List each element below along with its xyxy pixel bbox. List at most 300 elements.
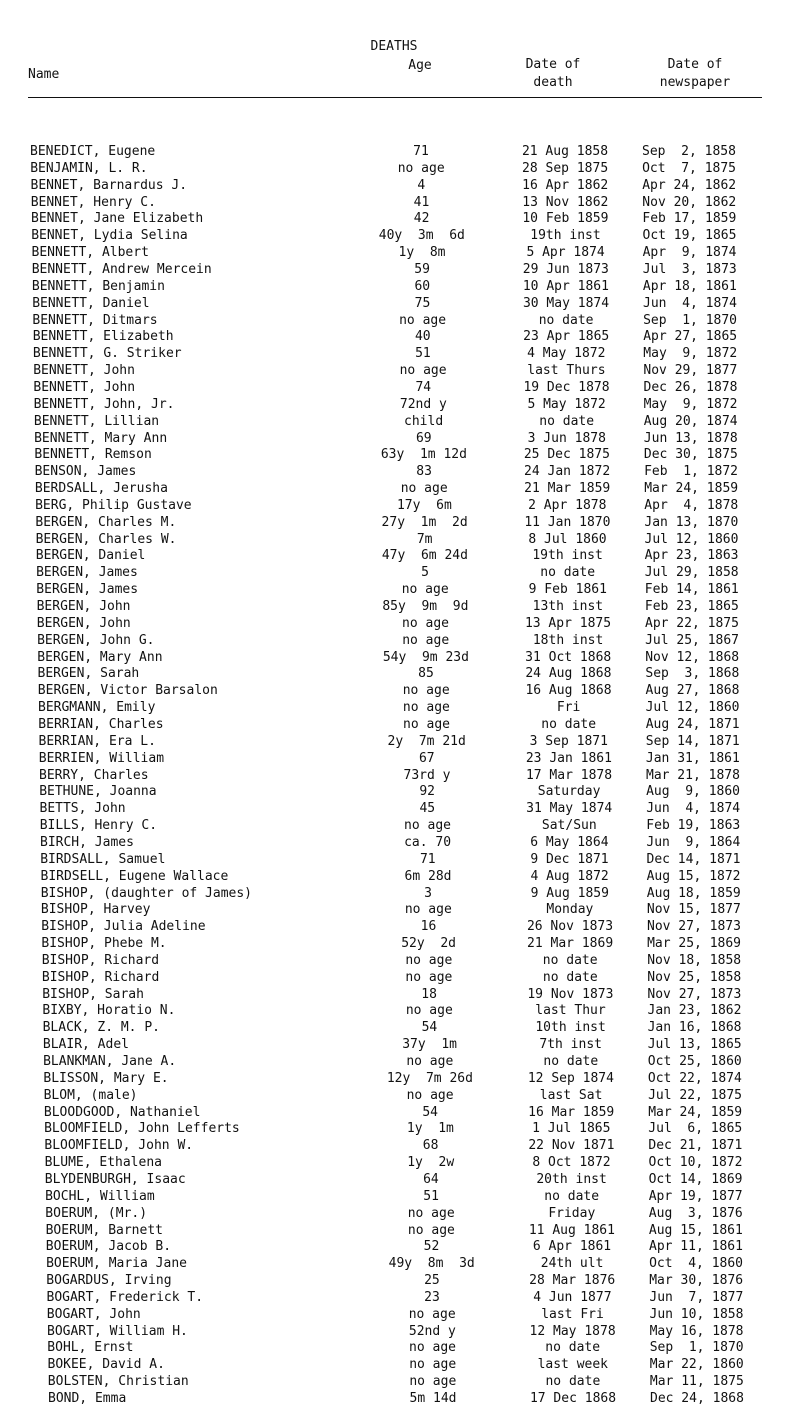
date-of-death-cell: 8 Jul 1860 xyxy=(528,531,607,547)
date-of-death-cell: 2 Apr 1878 xyxy=(528,497,607,513)
table-row xyxy=(0,194,812,211)
date-of-newspaper-cell: Oct 7, 1875 xyxy=(642,160,737,176)
name-cell: BENNETT, Elizabeth xyxy=(32,329,174,345)
date-of-newspaper-cell: Dec 24, 1868 xyxy=(650,1391,744,1406)
date-of-death-cell: 17 Dec 1868 xyxy=(529,1391,617,1406)
name-cell: BENNETT, Remson xyxy=(34,447,152,463)
table-row xyxy=(0,227,812,244)
date-of-death-cell: 31 May 1874 xyxy=(526,801,613,817)
name-cell: BLOOMFIELD, John Lefferts xyxy=(44,1121,240,1137)
column-header-date-of-death-line1: Date of xyxy=(525,57,581,72)
date-of-death-cell: last week xyxy=(537,1357,609,1373)
table-row xyxy=(0,1289,812,1306)
age-cell: 54 xyxy=(422,1104,439,1120)
date-of-newspaper-cell: Jul 12, 1860 xyxy=(644,531,739,547)
date-of-newspaper-cell: Mar 24, 1859 xyxy=(648,1104,743,1120)
date-of-death-cell: 16 Aug 1868 xyxy=(525,683,612,699)
date-of-death-cell: 24 Aug 1868 xyxy=(525,666,612,682)
table-row xyxy=(0,885,812,902)
date-of-death-cell: 19 Nov 1873 xyxy=(527,986,614,1002)
date-of-newspaper-cell: May 9, 1872 xyxy=(643,396,738,412)
age-cell: 12y 7m 26d xyxy=(386,1070,473,1086)
header-divider xyxy=(28,97,762,98)
table-row xyxy=(0,783,812,800)
name-cell: BERGMANN, Emily xyxy=(38,700,156,716)
date-of-death-cell: 4 May 1872 xyxy=(527,346,606,362)
name-cell: BENNETT, Albert xyxy=(31,245,149,261)
age-cell: 45 xyxy=(419,801,436,817)
date-of-death-cell: Saturday xyxy=(537,784,601,800)
table-row xyxy=(0,463,812,480)
name-cell: BLACK, Z. M. P. xyxy=(42,1020,160,1036)
age-cell: 6m 28d xyxy=(404,868,452,884)
date-of-newspaper-cell: Jun 9, 1864 xyxy=(646,834,741,850)
date-of-death-cell: 21 Mar 1869 xyxy=(527,936,614,951)
table-row xyxy=(0,1154,812,1171)
date-of-newspaper-cell: Apr 24, 1862 xyxy=(642,177,737,193)
table-row xyxy=(0,210,812,227)
column-header-age: Age xyxy=(408,58,432,73)
column-header-date-of-death-line2: death xyxy=(533,75,573,90)
date-of-death-cell: 31 Oct 1868 xyxy=(525,649,612,665)
age-cell: 60 xyxy=(414,278,431,294)
date-of-death-cell: 29 Jun 1873 xyxy=(522,262,609,277)
age-cell: 64 xyxy=(423,1171,439,1187)
name-cell: BERGEN, Victor Barsalon xyxy=(37,683,218,699)
name-cell: BOKEE, David A. xyxy=(47,1357,165,1373)
date-of-death-cell: no date xyxy=(542,952,598,968)
name-cell: BOERUM, Jacob B. xyxy=(45,1239,172,1255)
table-row xyxy=(0,1019,812,1036)
date-of-death-cell: 20th inst xyxy=(536,1171,607,1187)
table-row xyxy=(0,901,812,918)
date-of-newspaper-cell: Aug 24, 1871 xyxy=(645,716,740,732)
age-cell: no age xyxy=(409,1357,457,1373)
date-of-newspaper-cell: Mar 22, 1860 xyxy=(649,1357,744,1373)
name-cell: BIRCH, James xyxy=(40,834,134,850)
table-row xyxy=(0,682,812,699)
date-of-newspaper-cell: Jan 13, 1870 xyxy=(644,514,739,530)
date-of-newspaper-cell: Jan 31, 1861 xyxy=(645,750,740,766)
date-of-death-cell: 6 May 1864 xyxy=(530,834,609,850)
date-of-death-cell: 10 Feb 1859 xyxy=(522,211,609,227)
date-of-newspaper-cell: Nov 15, 1877 xyxy=(646,902,741,918)
table-row xyxy=(0,598,812,615)
name-cell: BLYDENBURGH, Isaac xyxy=(44,1171,186,1187)
date-of-newspaper-cell: Feb 19, 1863 xyxy=(646,818,741,834)
name-cell: BENNETT, Lillian xyxy=(33,413,160,429)
date-of-newspaper-cell: Dec 14, 1871 xyxy=(646,851,741,867)
date-of-death-cell: 30 May 1874 xyxy=(522,295,610,311)
name-cell: BISHOP, Richard xyxy=(41,969,160,985)
age-cell: child xyxy=(404,413,444,429)
date-of-death-cell: no date xyxy=(539,413,595,429)
date-of-death-cell: 24 Jan 1872 xyxy=(524,464,611,480)
name-cell: BOGART, Frederick T. xyxy=(46,1289,204,1305)
name-cell: BOGART, William H. xyxy=(47,1323,188,1339)
age-cell: 41 xyxy=(413,194,430,210)
name-cell: BERGEN, Sarah xyxy=(37,666,140,682)
date-of-death-cell: no date xyxy=(545,1374,601,1390)
name-cell: BENNET, Lydia Selina xyxy=(31,228,188,244)
date-of-newspaper-cell: Aug 15, 1872 xyxy=(646,868,741,884)
date-of-newspaper-cell: Apr 23, 1863 xyxy=(644,548,739,564)
table-row xyxy=(0,1222,812,1239)
date-of-death-cell: 6 Apr 1861 xyxy=(532,1239,612,1255)
date-of-newspaper-cell: Nov 20, 1862 xyxy=(642,194,737,210)
name-cell: BERGEN, John G. xyxy=(37,632,155,648)
date-of-death-cell: no date xyxy=(541,716,597,732)
date-of-newspaper-cell: Feb 1, 1872 xyxy=(644,464,739,480)
date-of-newspaper-cell: Apr 4, 1878 xyxy=(644,497,739,513)
age-cell: 52 xyxy=(423,1239,440,1255)
date-of-death-cell: last Thur xyxy=(535,1003,606,1019)
date-of-death-cell: no date xyxy=(543,1054,599,1069)
name-cell: BERRY, Charles xyxy=(39,767,149,783)
table-row xyxy=(0,1306,812,1323)
table-row xyxy=(0,446,812,463)
name-cell: BLANKMAN, Jane A. xyxy=(43,1054,177,1069)
date-of-death-cell: 9 Dec 1871 xyxy=(530,851,609,867)
date-of-death-cell: 4 Aug 1872 xyxy=(530,868,609,884)
age-cell: 5 xyxy=(421,565,429,581)
date-of-death-cell: 17 Mar 1878 xyxy=(525,767,613,783)
name-cell: BERRIEN, William xyxy=(38,750,165,766)
date-of-newspaper-cell: Jun 13, 1878 xyxy=(643,430,738,446)
table-row xyxy=(0,379,812,396)
table-row xyxy=(0,1323,812,1340)
date-of-death-cell: no date xyxy=(540,565,596,581)
date-of-newspaper-cell: Jul 13, 1865 xyxy=(647,1037,742,1053)
name-cell: BENNETT, Benjamin xyxy=(31,278,165,294)
name-cell: BLOODGOOD, Nathaniel xyxy=(43,1104,201,1120)
table-row xyxy=(0,767,812,784)
table-row xyxy=(0,312,812,329)
name-cell: BENEDICT, Eugene xyxy=(30,144,156,159)
date-of-newspaper-cell: Sep 2, 1858 xyxy=(642,144,736,159)
table-row xyxy=(0,328,812,345)
name-cell: BENNETT, John xyxy=(33,379,136,395)
age-cell: 25 xyxy=(424,1273,440,1288)
date-of-newspaper-cell: Nov 29, 1877 xyxy=(643,363,738,379)
table-row xyxy=(0,362,812,379)
name-cell: BENNETT, John xyxy=(33,363,135,379)
age-cell: no age xyxy=(409,1340,456,1356)
date-of-death-cell: 23 Apr 1865 xyxy=(523,329,610,345)
age-cell: no age xyxy=(406,1087,454,1103)
name-cell: BOERUM, Maria Jane xyxy=(46,1256,187,1272)
date-of-death-cell: 19th inst xyxy=(532,548,603,564)
name-cell: BENNETT, G. Striker xyxy=(32,346,182,362)
name-cell: BLOOMFIELD, John W. xyxy=(44,1138,194,1154)
age-cell: no age xyxy=(402,615,449,631)
name-cell: BETTS, John xyxy=(39,801,126,817)
section-title: DEATHS xyxy=(370,39,418,54)
name-cell: BENNETT, John, Jr. xyxy=(33,396,175,412)
date-of-death-cell: 11 Aug 1861 xyxy=(528,1222,615,1238)
table-row xyxy=(0,969,812,986)
age-cell: 54y 9m 23d xyxy=(382,649,469,665)
age-cell: no age xyxy=(397,160,445,176)
date-of-death-cell: last Fri xyxy=(541,1306,604,1322)
date-of-newspaper-cell: Aug 20, 1874 xyxy=(643,413,738,429)
table-row xyxy=(0,143,812,160)
date-of-newspaper-cell: Mar 21, 1878 xyxy=(646,767,740,783)
age-cell: 72nd y xyxy=(399,396,447,412)
name-cell: BERGEN, John xyxy=(36,599,131,614)
date-of-newspaper-cell: Mar 24, 1859 xyxy=(644,481,739,496)
age-cell: 7m xyxy=(416,531,433,547)
age-cell: 54 xyxy=(421,1020,438,1036)
date-of-newspaper-cell: Jan 23, 1862 xyxy=(647,1003,742,1019)
table-row xyxy=(0,1036,812,1053)
table-row xyxy=(0,817,812,834)
date-of-death-cell: 3 Sep 1871 xyxy=(529,733,608,749)
date-of-death-cell: last Thurs xyxy=(527,363,606,379)
table-row xyxy=(0,615,812,632)
date-of-newspaper-cell: Sep 1, 1870 xyxy=(643,312,738,328)
table-row xyxy=(0,750,812,767)
date-of-newspaper-cell: Apr 19, 1877 xyxy=(648,1188,743,1204)
date-of-newspaper-cell: Jun 7, 1877 xyxy=(649,1289,744,1305)
date-of-newspaper-cell: Nov 25, 1858 xyxy=(647,969,742,985)
name-cell: BOERUM, (Mr.) xyxy=(45,1205,148,1221)
name-cell: BISHOP, Harvey xyxy=(40,902,151,918)
age-cell: 23 xyxy=(424,1289,440,1305)
date-of-death-cell: no date xyxy=(542,969,598,985)
age-cell: 40y 3m 6d xyxy=(378,228,465,244)
column-header-date-of-newspaper-line2: newspaper xyxy=(659,75,731,90)
table-row xyxy=(0,699,812,716)
name-cell: BLUME, Ethalena xyxy=(44,1155,162,1171)
age-cell: no age xyxy=(408,1306,456,1322)
date-of-newspaper-cell: Oct 14, 1869 xyxy=(648,1171,743,1187)
age-cell: ca. 70 xyxy=(404,834,452,850)
age-cell: 74 xyxy=(415,379,432,395)
name-cell: BOCHL, William xyxy=(45,1188,155,1204)
date-of-newspaper-cell: Oct 22, 1874 xyxy=(647,1070,742,1086)
date-of-newspaper-cell: Oct 4, 1860 xyxy=(649,1256,744,1272)
date-of-newspaper-cell: Apr 27, 1865 xyxy=(643,329,738,345)
table-row xyxy=(0,649,812,666)
table-row xyxy=(0,1070,812,1087)
age-cell: 83 xyxy=(416,464,432,480)
name-cell: BERDSALL, Jerusha xyxy=(34,481,168,496)
date-of-death-cell: 10 Apr 1861 xyxy=(522,278,609,294)
date-of-death-cell: 13th inst xyxy=(532,599,604,614)
age-cell: 71 xyxy=(413,144,429,159)
date-of-newspaper-cell: Mar 25, 1869 xyxy=(647,936,742,951)
age-cell: no age xyxy=(404,902,452,918)
age-cell: no age xyxy=(400,481,448,496)
name-cell: BENNET, Barnardus J. xyxy=(30,177,188,193)
date-of-death-cell: 10th inst xyxy=(535,1020,606,1036)
date-of-newspaper-cell: Jun 4, 1874 xyxy=(646,801,741,817)
table-row xyxy=(0,261,812,278)
date-of-newspaper-cell: Nov 27, 1873 xyxy=(647,919,741,935)
date-of-death-cell: 3 Jun 1878 xyxy=(527,430,606,446)
age-cell: 92 xyxy=(419,784,436,800)
table-row xyxy=(0,733,812,750)
date-of-death-cell: no date xyxy=(545,1340,601,1356)
date-of-newspaper-cell: Jul 22, 1875 xyxy=(648,1087,743,1103)
date-of-newspaper-cell: Aug 18, 1859 xyxy=(646,885,741,901)
date-of-newspaper-cell: Mar 30, 1876 xyxy=(649,1273,744,1288)
table-row xyxy=(0,632,812,649)
name-cell: BERGEN, James xyxy=(36,565,138,581)
age-cell: no age xyxy=(402,683,450,699)
date-of-death-cell: no date xyxy=(544,1188,600,1204)
date-of-death-cell: 16 Apr 1862 xyxy=(522,177,609,193)
table-row xyxy=(0,918,812,935)
name-cell: BLAIR, Adel xyxy=(42,1037,129,1053)
name-cell: BIXBY, Horatio N. xyxy=(42,1003,176,1019)
table-row xyxy=(0,1255,812,1272)
age-cell: no age xyxy=(402,700,450,716)
date-of-death-cell: 5 May 1872 xyxy=(527,396,606,412)
age-cell: no age xyxy=(399,312,447,328)
table-row xyxy=(0,1390,812,1407)
table-row xyxy=(0,834,812,851)
name-cell: BIRDSELL, Eugene Wallace xyxy=(40,868,229,884)
date-of-death-cell: 21 Aug 1858 xyxy=(521,144,609,159)
age-cell: no age xyxy=(403,716,450,732)
date-of-newspaper-cell: Dec 30, 1875 xyxy=(643,447,738,463)
date-of-newspaper-cell: Oct 10, 1872 xyxy=(648,1155,743,1171)
date-of-newspaper-cell: Jan 16, 1868 xyxy=(647,1020,742,1036)
name-cell: BERGEN, John xyxy=(36,615,131,631)
date-of-newspaper-cell: May 9, 1872 xyxy=(643,346,738,362)
name-cell: BOLSTEN, Christian xyxy=(47,1374,189,1390)
date-of-death-cell: 26 Nov 1873 xyxy=(526,919,614,935)
table-row xyxy=(0,160,812,177)
table-row xyxy=(0,665,812,682)
age-cell: 4 xyxy=(417,177,426,193)
age-cell: 51 xyxy=(423,1188,439,1204)
date-of-death-cell: Monday xyxy=(546,902,594,918)
name-cell: BISHOP, Julia Adeline xyxy=(41,919,206,935)
date-of-newspaper-cell: Oct 25, 1860 xyxy=(647,1054,742,1069)
table-row xyxy=(0,1373,812,1390)
date-of-newspaper-cell: Jun 4, 1874 xyxy=(643,295,737,311)
date-of-death-cell: 5 Apr 1874 xyxy=(526,245,605,261)
name-cell: BENSON, James xyxy=(34,464,137,480)
name-cell: BISHOP, Richard xyxy=(41,952,160,968)
age-cell: 59 xyxy=(414,262,430,277)
date-of-newspaper-cell: Nov 18, 1858 xyxy=(647,952,742,968)
date-of-death-cell: no date xyxy=(538,312,594,328)
name-cell: BLISSON, Mary E. xyxy=(43,1070,169,1086)
age-cell: no age xyxy=(407,1205,455,1221)
date-of-newspaper-cell: Apr 11, 1861 xyxy=(649,1239,743,1255)
table-row xyxy=(0,1171,812,1188)
name-cell: BILLS, Henry C. xyxy=(39,818,158,834)
age-cell: 5m 14d xyxy=(409,1391,457,1406)
date-of-death-cell: 28 Mar 1876 xyxy=(529,1273,616,1288)
name-cell: BOERUM, Barnett xyxy=(45,1222,163,1238)
age-cell: no age xyxy=(409,1374,457,1390)
age-cell: 40 xyxy=(414,329,431,345)
date-of-death-cell: 21 Mar 1859 xyxy=(524,481,611,496)
table-row xyxy=(0,952,812,969)
age-cell: 52nd y xyxy=(408,1323,456,1339)
age-cell: no age xyxy=(399,363,447,379)
column-header-date-of-newspaper-line1: Date of xyxy=(667,57,723,72)
date-of-newspaper-cell: Apr 18, 1861 xyxy=(642,278,737,294)
name-cell: BOHL, Ernst xyxy=(47,1340,134,1356)
age-cell: 71 xyxy=(419,851,436,867)
table-row xyxy=(0,1053,812,1070)
table-row xyxy=(0,278,812,295)
date-of-newspaper-cell: Aug 9, 1860 xyxy=(646,784,741,800)
table-row xyxy=(0,345,812,362)
date-of-death-cell: 8 Oct 1872 xyxy=(532,1155,611,1171)
table-row xyxy=(0,497,812,514)
name-cell: BETHUNE, Joanna xyxy=(39,784,157,800)
age-cell: 1y 8m xyxy=(398,245,446,261)
table-row xyxy=(0,1104,812,1121)
date-of-newspaper-cell: Feb 14, 1861 xyxy=(644,582,739,598)
name-cell: BERGEN, James xyxy=(36,582,139,598)
age-cell: 17y 6m xyxy=(396,497,452,513)
date-of-death-cell: 19 Dec 1878 xyxy=(523,379,610,395)
name-cell: BISHOP, (daughter of James) xyxy=(40,885,253,901)
table-row xyxy=(0,564,812,581)
table-row xyxy=(0,547,812,564)
age-cell: no age xyxy=(405,952,453,968)
date-of-death-cell: 12 Sep 1874 xyxy=(527,1070,614,1086)
date-of-newspaper-cell: Aug 3, 1876 xyxy=(648,1205,743,1221)
table-row xyxy=(0,1356,812,1373)
date-of-newspaper-cell: Apr 22, 1875 xyxy=(645,615,739,631)
table-row xyxy=(0,1205,812,1222)
table-row xyxy=(0,581,812,598)
age-cell: 42 xyxy=(413,211,430,227)
age-cell: 16 xyxy=(420,919,437,935)
date-of-newspaper-cell: Oct 19, 1865 xyxy=(642,228,737,244)
date-of-death-cell: 22 Nov 1871 xyxy=(528,1138,615,1154)
date-of-newspaper-cell: Feb 17, 1859 xyxy=(642,211,737,227)
age-cell: 1y 2w xyxy=(407,1155,455,1171)
age-cell: no age xyxy=(406,1054,454,1069)
date-of-death-cell: Friday xyxy=(548,1205,596,1221)
name-cell: BENNETT, Daniel xyxy=(32,295,150,311)
date-of-death-cell: 25 Dec 1875 xyxy=(523,447,610,463)
age-cell: 27y 1m 2d xyxy=(381,514,468,530)
date-of-death-cell: 4 Jun 1877 xyxy=(533,1289,612,1305)
date-of-newspaper-cell: Jul 25, 1867 xyxy=(645,632,740,648)
age-cell: 63y 1m 12d xyxy=(380,447,467,463)
age-cell: 47y 6m 24d xyxy=(381,548,468,564)
age-cell: 52y 2d xyxy=(401,936,456,951)
table-row xyxy=(0,1137,812,1154)
date-of-newspaper-cell: Dec 21, 1871 xyxy=(648,1138,743,1154)
table-row xyxy=(0,413,812,430)
date-of-newspaper-cell: Jul 12, 1860 xyxy=(645,700,740,716)
age-cell: 69 xyxy=(415,430,432,446)
date-of-death-cell: 9 Aug 1859 xyxy=(530,885,609,901)
table-row xyxy=(0,480,812,497)
table-row xyxy=(0,851,812,868)
date-of-death-cell: 11 Jan 1870 xyxy=(524,514,611,530)
table-row xyxy=(0,177,812,194)
date-of-death-cell: last Sat xyxy=(539,1087,603,1103)
age-cell: no age xyxy=(402,632,450,648)
date-of-newspaper-cell: Jul 3, 1873 xyxy=(642,262,737,277)
date-of-death-cell: 12 May 1878 xyxy=(529,1323,616,1339)
table-row xyxy=(0,1272,812,1289)
name-cell: BISHOP, Phebe M. xyxy=(41,936,167,951)
